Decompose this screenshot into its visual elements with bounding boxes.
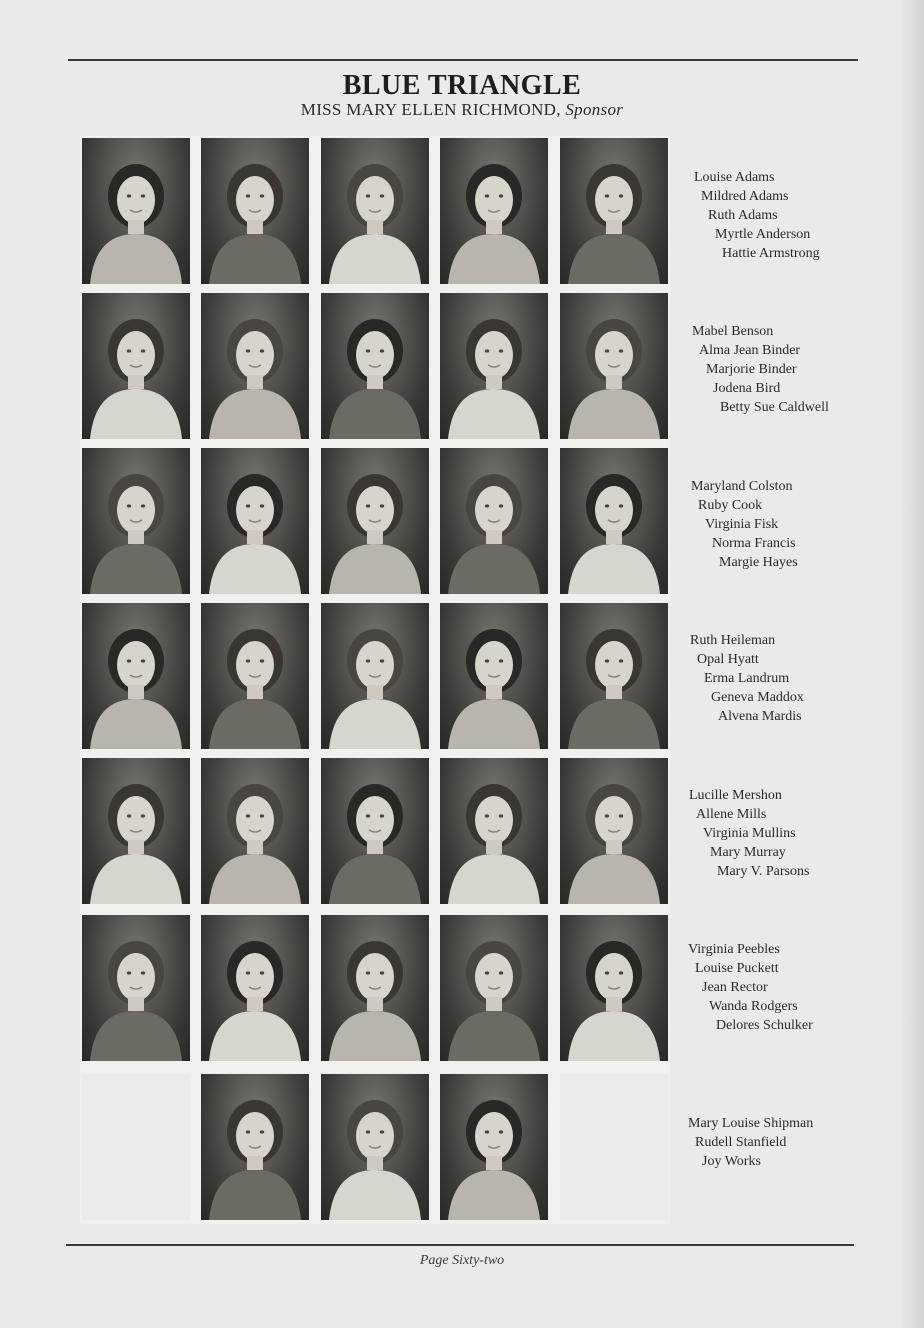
student-portrait [201, 603, 309, 749]
student-name: Wanda Rodgers [709, 999, 798, 1014]
student-portrait [440, 138, 548, 284]
student-name: Maryland Colston [691, 479, 793, 494]
student-portrait [560, 915, 668, 1061]
student-portrait [440, 1074, 548, 1220]
student-name: Louise Puckett [695, 961, 779, 976]
student-portrait [82, 138, 190, 284]
student-name: Ruby Cook [698, 498, 763, 513]
student-portrait [201, 758, 309, 904]
sponsor-name: MISS MARY ELLEN RICHMOND, [300, 100, 561, 119]
student-name: Ruth Heileman [690, 633, 776, 648]
student-portrait [440, 758, 548, 904]
student-portrait [82, 293, 190, 439]
student-portrait [201, 448, 309, 594]
top-rule [68, 59, 858, 61]
student-name: Joy Works [702, 1154, 761, 1169]
student-name: Lucille Mershon [689, 788, 782, 803]
student-name: Marjorie Binder [706, 362, 797, 377]
photo-grid [80, 136, 670, 1224]
bottom-rule [66, 1244, 854, 1246]
page-subtitle [0, 100, 924, 120]
student-name: Mildred Adams [701, 189, 789, 204]
page-edge-shadow [898, 0, 924, 1328]
student-name: Ruth Adams [708, 208, 778, 223]
student-portrait [440, 293, 548, 439]
student-name: Mary Murray [710, 845, 786, 860]
student-portrait [440, 448, 548, 594]
student-portrait [321, 138, 429, 284]
student-name: Alma Jean Binder [699, 343, 801, 358]
name-list-row-4 [690, 631, 890, 726]
student-name: Mary V. Parsons [717, 864, 810, 879]
student-name: Erma Landrum [704, 671, 790, 686]
student-name: Louise Adams [694, 170, 775, 185]
student-name: Myrtle Anderson [715, 227, 811, 242]
student-name: Mabel Benson [692, 324, 774, 339]
empty-photo-slot [560, 1074, 668, 1220]
student-name: Virginia Mullins [703, 826, 796, 841]
student-portrait [321, 603, 429, 749]
student-name: Opal Hyatt [697, 652, 759, 667]
name-list-row-3 [691, 477, 891, 572]
student-name: Alvena Mardis [718, 709, 802, 724]
student-name: Virginia Fisk [705, 517, 779, 532]
name-list-row-5 [689, 786, 889, 881]
student-portrait [82, 603, 190, 749]
student-name: Hattie Armstrong [722, 246, 820, 261]
student-portrait [560, 293, 668, 439]
student-portrait [201, 293, 309, 439]
page-title: BLUE TRIANGLE [342, 70, 582, 101]
page-footer: Page Sixty-two [419, 1253, 505, 1268]
student-portrait [82, 758, 190, 904]
student-name: Allene Mills [696, 807, 767, 822]
student-name: Jean Rector [702, 980, 768, 995]
name-list-row-7 [688, 1114, 888, 1171]
sponsor-role: Sponsor [565, 100, 624, 119]
student-portrait [321, 448, 429, 594]
student-name: Delores Schulker [716, 1018, 813, 1033]
student-portrait [321, 293, 429, 439]
student-name: Norma Francis [712, 536, 796, 551]
student-portrait [440, 915, 548, 1061]
student-name: Rudell Stanfield [695, 1135, 787, 1150]
student-name: Geneva Maddox [711, 690, 804, 705]
student-name: Mary Louise Shipman [688, 1116, 814, 1131]
student-portrait [560, 138, 668, 284]
student-portrait [560, 758, 668, 904]
student-portrait [560, 448, 668, 594]
student-portrait [82, 915, 190, 1061]
student-name: Jodena Bird [713, 381, 781, 396]
name-list-row-6 [688, 940, 888, 1035]
student-name: Margie Hayes [719, 555, 798, 570]
student-portrait [321, 915, 429, 1061]
student-portrait [201, 1074, 309, 1220]
student-name: Virginia Peebles [688, 942, 780, 957]
student-portrait [201, 138, 309, 284]
student-portrait [201, 915, 309, 1061]
student-portrait [440, 603, 548, 749]
empty-photo-slot [82, 1074, 190, 1220]
name-list-row-2 [692, 322, 892, 417]
student-portrait [321, 1074, 429, 1220]
student-name: Betty Sue Caldwell [720, 400, 829, 415]
student-portrait [560, 603, 668, 749]
student-portrait [82, 448, 190, 594]
student-portrait [321, 758, 429, 904]
name-list-row-1 [694, 168, 894, 263]
